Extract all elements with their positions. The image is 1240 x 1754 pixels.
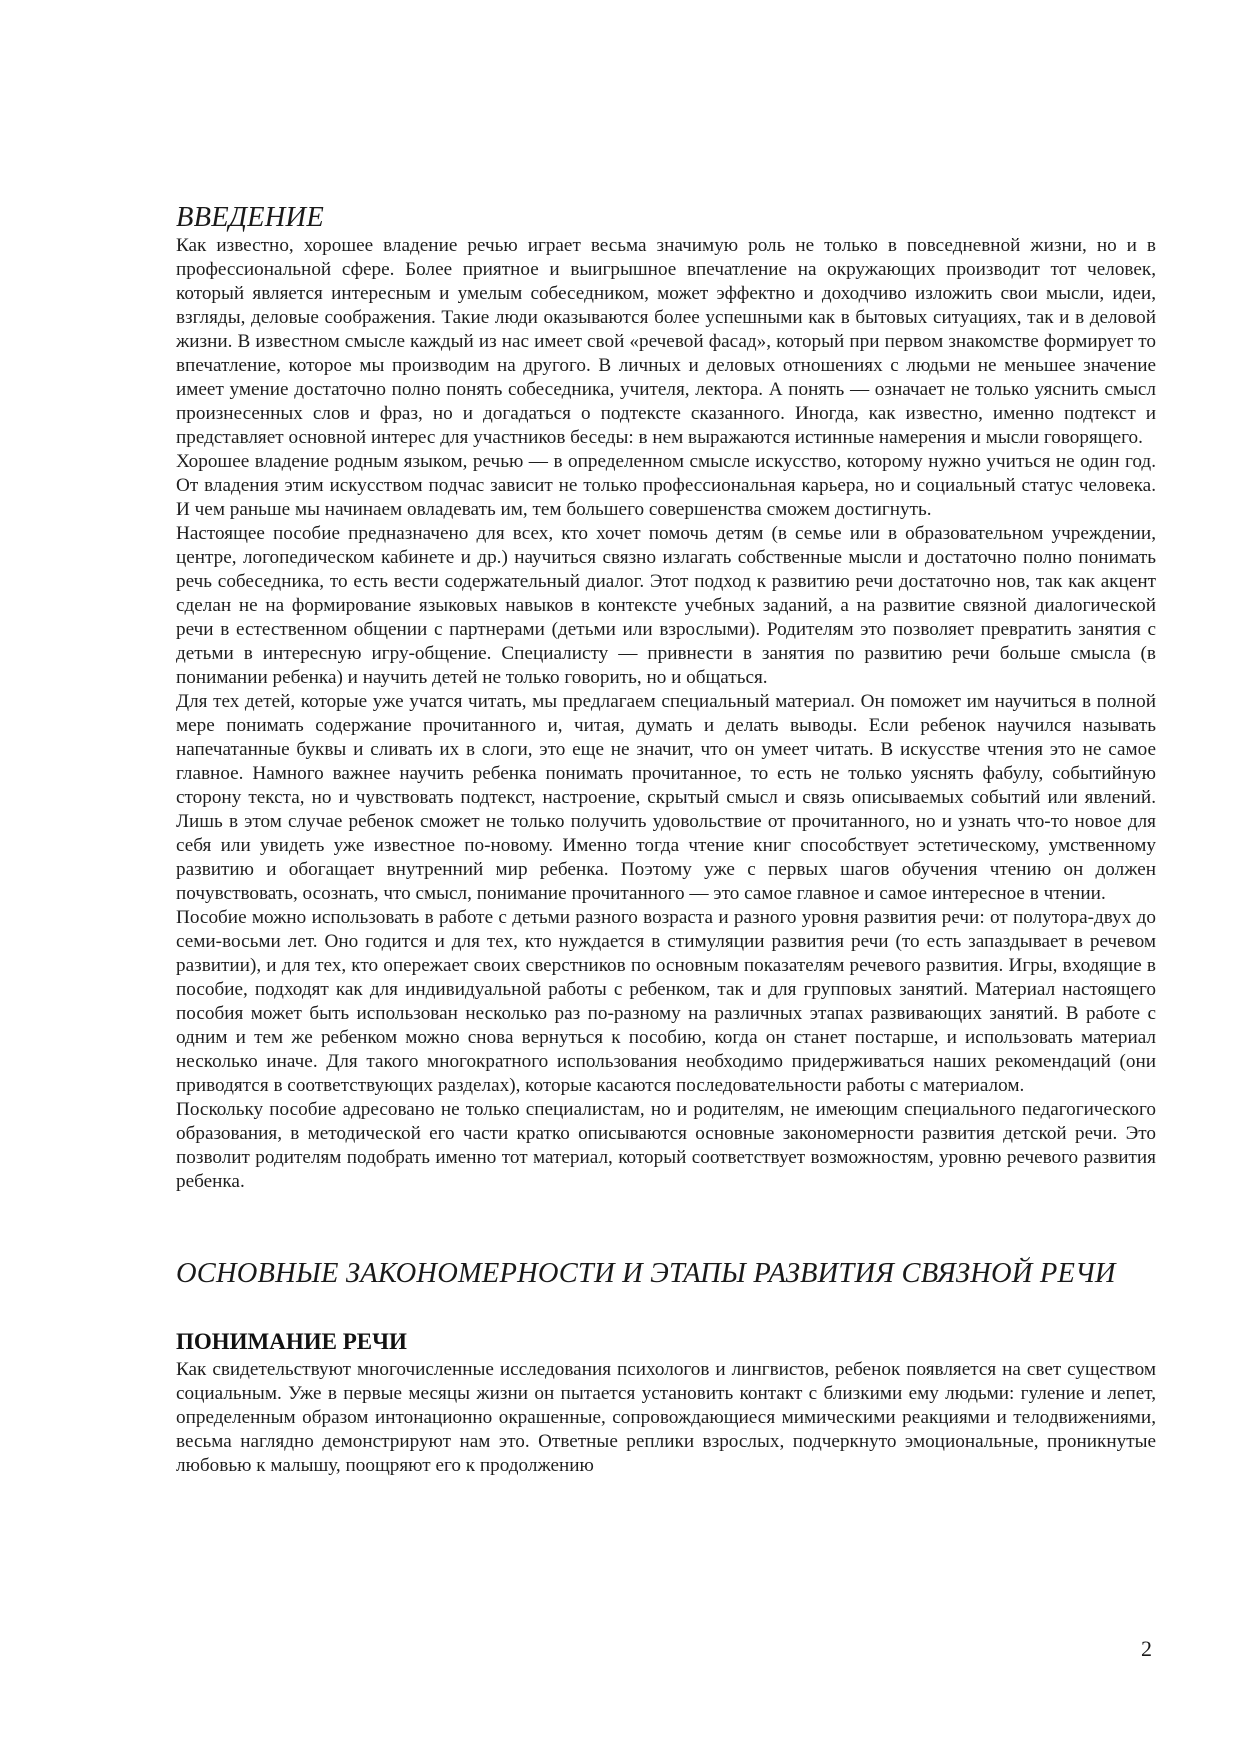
intro-paragraph-1: Как известно, хорошее владение речью играет весьма значимую роль не только в повседневной жизни, но и в профессиональной сфере. Более приятное и выигрышное впечатление на окружающих производит тот человек, который является интересным и умелым собеседником, может эффектно и доходчиво изложить свои мысли, идеи, взгляды, деловые соображения. Такие люди оказываются более успешными как в бытовых ситуациях, так и в деловой жизни. В известном смысле каждый из нас имеет свой «речевой фасад», который при первом знакомстве формирует то впечатление, которое мы производим на другого. В личных и деловых отношениях с людьми не меньшее значение имеет умение достаточно полно понять собеседника, учителя, лектора. А понять — означает не только уяснить смысл произнесенных слов и фраз, но и догадаться о подтексте сказанного. Иногда, как известно, именно подтекст и представляет основной интерес для участников беседы: в нем выражаются истинные намерения и мысли говорящего. [176, 235, 1156, 448]
page-number: 2 [1141, 1636, 1152, 1661]
intro-paragraph-2: Хорошее владение родным языком, речью — в определенном смысле искусство, которому нужно учиться не один год. От владения этим искусством подчас зависит не только профессиональная карьера, но и социальный статус человека. И чем раньше мы начинаем овладевать им, тем большего совершенства сможем достигнуть. [176, 451, 1156, 520]
intro-heading: ВВЕДЕНИЕ [176, 202, 324, 233]
intro-paragraph-5: Пособие можно использовать в работе с детьми разного возраста и разного уровня развития речи: от полутора-двух до семи-восьми лет. Оно годится и для тех, кто нуждается в стимуляции развития речи (то есть запаздывает в речевом развитии), и для тех, кто опережает своих сверстников по основным показателям речевого развития. Игры, входящие в пособие, подходят как для индивидуальной работы с ребенком, так и для групповых занятий. Материал настоящего пособия может быть использован несколько раз по-разному на различных этапах развивающих занятий. В работе с одним и тем же ребенком можно снова вернуться к пособию, когда он станет постарше, и использовать материал несколько иначе. Для такого многократного использования необходимо придерживаться наших рекомендаций (они приводятся в соответствующих разделах), которые касаются последовательности работы с материалом. [176, 907, 1156, 1096]
intro-paragraph-3: Настоящее пособие предназначено для всех, кто хочет помочь детям (в семье или в образовательном учреждении, центре, логопедическом кабинете и др.) научиться связно излагать собственные мысли и достаточно полно понимать речь собеседника, то есть вести содержательный диалог. Этот подход к развитию речи достаточно нов, так как акцент сделан не на формирование языковых навыков в контексте учебных заданий, а на развитие связной диалогической речи в естественном общении с партнерами (детьми или взрослыми). Родителям это позволяет превратить занятия с детьми в интересную игру-общение. Специалисту — привнести в занятия по развитию речи больше смысла (в понимании ребенка) и научить детей не только говорить, но и общаться. [176, 523, 1156, 688]
section-heading: ОСНОВНЫЕ ЗАКОНОМЕРНОСТИ И ЭТАПЫ РАЗВИТИЯ СВЯЗНОЙ РЕЧИ [176, 1258, 1116, 1289]
intro-paragraph-6: Поскольку пособие адресовано не только специалистам, но и родителям, не имеющим специального педагогического образования, в методической его части кратко описываются основные закономерности развития детской речи. Это позволит родителям подобрать именно тот материал, который соответствует возможностям, уровню речевого развития ребенка. [176, 1099, 1156, 1192]
intro-paragraph-4: Для тех детей, которые уже учатся читать, мы предлагаем специальный материал. Он поможет им научиться в полной мере понимать содержание прочитанного и, читая, думать и делать выводы. Если ребенок научился называть напечатанные буквы и сливать их в слоги, это еще не значит, что он умеет читать. В искусстве чтения это не самое главное. Намного важнее научить ребенка понимать прочитанное, то есть не только уяснять фабулу, событийную сторону текста, но и чувствовать подтекст, настроение, скрытый смысл и связь описываемых событий или явлений. Лишь в этом случае ребенок сможет не только получить удовольствие от прочитанного, но и узнать что-то новое для себя или увидеть уже известное по-новому. Именно тогда чтение книг способствует эстетическому, умственному развитию и обогащает внутренний мир ребенка. Поэтому уже с первых шагов обучения чтению он должен почувствовать, осознать, что смысл, понимание прочитанного — это самое главное и самое интересное в чтении. [176, 691, 1156, 904]
subsection-heading: ПОНИМАНИЕ РЕЧИ [176, 1329, 407, 1354]
subsection-paragraph-1: Как свидетельствуют многочисленные исследования психологов и лингвистов, ребенок появляется на свет существом социальным. Уже в первые месяцы жизни он пытается установить контакт с близкими ему людьми: гуление и лепет, определенным образом интонационно окрашенные, сопровождающиеся мимическими реакциями и телодвижениями, весьма наглядно демонстрируют нам это. Ответные реплики взрослых, подчеркнуто эмоциональные, проникнутые любовью к малышу, поощряют его к продолжению [176, 1359, 1156, 1476]
page-content [176, 200, 1156, 1478]
